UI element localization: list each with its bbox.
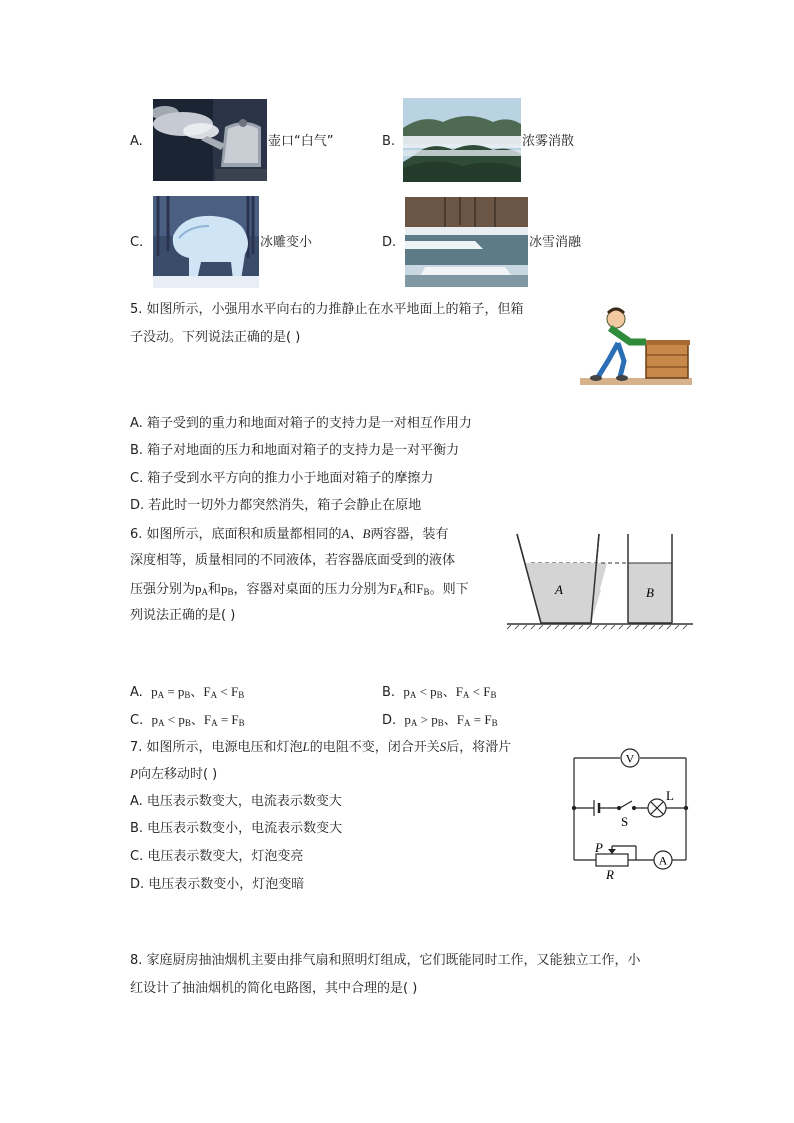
option-b: B. $p_A < p_B$、$F_A < F_B$ bbox=[382, 684, 497, 700]
option-b: B. 电压表示数变小，电流表示数变大 bbox=[130, 821, 343, 836]
option-label: 壶口“白气” bbox=[268, 134, 334, 149]
question-stem: 列说法正确的是( ) bbox=[130, 608, 236, 623]
question-stem: 红设计了抽油烟机的简化电路图，其中合理的是( ) bbox=[130, 981, 418, 996]
option-a: A. $p_A = p_B$、$F_A < F_B$ bbox=[130, 684, 245, 700]
boy-pushing-box-figure bbox=[580, 305, 692, 387]
option-letter: B. bbox=[382, 134, 396, 149]
fog-mountains-photo bbox=[403, 98, 521, 182]
circuit-diagram bbox=[566, 746, 694, 880]
option-letter: A. bbox=[130, 134, 143, 149]
question-stem: P向左移动时( ) bbox=[130, 766, 218, 782]
rheostat-label: R bbox=[606, 867, 614, 880]
two-containers-figure bbox=[507, 530, 693, 630]
kettle-steam-photo bbox=[153, 99, 267, 181]
question-stem: 8. 家庭厨房抽油烟机主要由排气扇和照明灯组成，它们既能同时工作，又能独立工作，小 bbox=[130, 953, 641, 968]
question-stem: 6. 如图所示，底面积和质量都相同的A、B两容器，装有 bbox=[130, 526, 449, 542]
option-d: D. 若此时一切外力都突然消失，箱子会静止在原地 bbox=[130, 498, 422, 513]
question-stem: 深度相等，质量相同的不同液体，若容器底面受到的液体 bbox=[130, 553, 456, 568]
option-a: A. 箱子受到的重力和地面对箱子的支持力是一对相互作用力 bbox=[130, 416, 472, 431]
option-a: A. 电压表示数变大，电流表示数变大 bbox=[130, 794, 342, 809]
voltmeter-label: V bbox=[625, 751, 635, 766]
question-stem: 7. 如图所示，电源电压和灯泡L的电阻不变，闭合开关S后，将滑片 bbox=[130, 739, 512, 755]
ammeter-label: A bbox=[658, 853, 668, 868]
option-d: D. 电压表示数变小，灯泡变暗 bbox=[130, 877, 305, 892]
option-c: C. 电压表示数变大，灯泡变亮 bbox=[130, 849, 304, 864]
container-a-label: A bbox=[555, 582, 563, 597]
container-b-label: B bbox=[646, 585, 654, 600]
option-d: D. $p_A > p_B$、$F_A = F_B$ bbox=[382, 712, 498, 728]
lamp-label: L bbox=[666, 788, 674, 803]
option-letter: D. bbox=[382, 235, 397, 250]
switch-label: S bbox=[621, 814, 629, 829]
option-c: C. $p_A < p_B$、$F_A = F_B$ bbox=[130, 712, 245, 728]
option-c: C. 箱子受到水平方向的推力小于地面对箱子的摩擦力 bbox=[130, 471, 434, 486]
question-stem: 子没动。下列说法正确的是( ) bbox=[130, 330, 301, 345]
slider-label: P bbox=[595, 840, 603, 855]
question-stem: 压强分别为$p_A$和$p_B$，容器对桌面的压力分别为$F_A$和$F_B$。则下 bbox=[130, 581, 469, 597]
option-b: B. 箱子对地面的压力和地面对箱子的支持力是一对平衡力 bbox=[130, 443, 460, 458]
option-label: 冰雪消融 bbox=[529, 235, 582, 250]
question-stem: 5. 如图所示，小强用水平向右的力推静止在水平地面上的箱子，但箱 bbox=[130, 302, 524, 317]
option-letter: C. bbox=[130, 235, 144, 250]
ice-sculpture-photo bbox=[153, 196, 259, 288]
option-label: 浓雾消散 bbox=[522, 134, 575, 149]
melting-snow-photo bbox=[405, 197, 528, 287]
option-label: 冰雕变小 bbox=[260, 235, 313, 250]
